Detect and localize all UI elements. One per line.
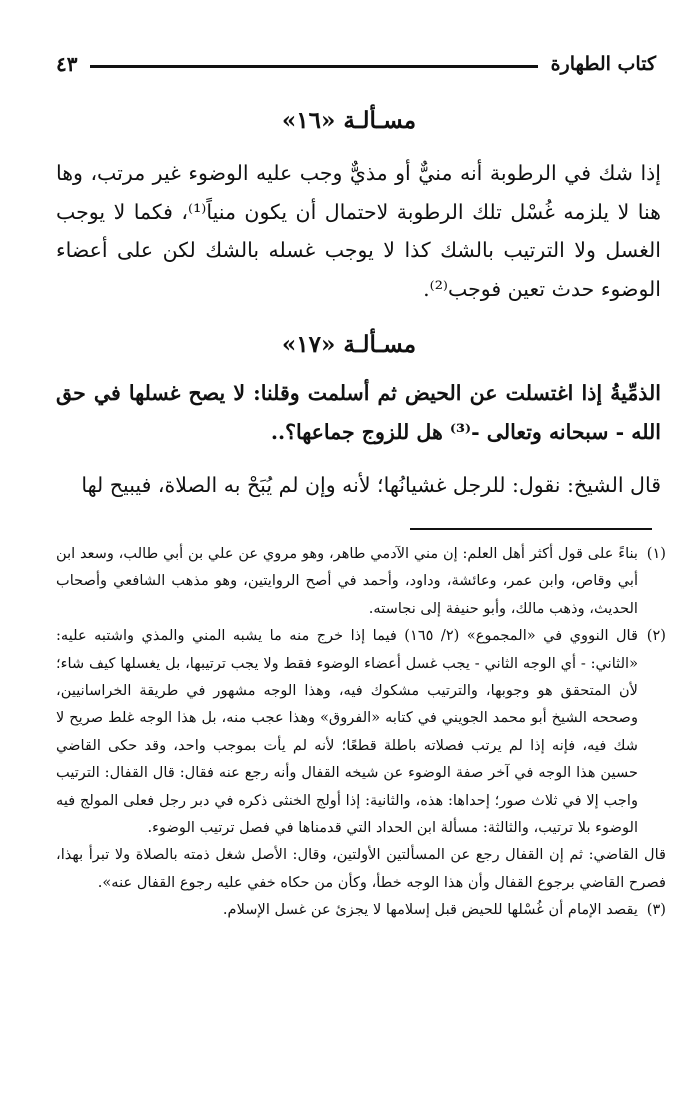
footnote-separator [410, 528, 652, 530]
footnote-text: يقصد الإمام أن غُسْلها للحيض قبل إسلامها لا يجزئ عن غسل الإسلام. [222, 901, 638, 919]
footnote-2 [56, 622, 666, 896]
footnote-number: (١) [646, 545, 666, 562]
footnote-number: (٢) [646, 627, 666, 645]
footnotes [56, 540, 666, 924]
footnote-3 [56, 896, 666, 923]
issue-16-title: مسـألـة «١٦» [281, 107, 417, 134]
page-number: ٤٣ [56, 52, 78, 76]
footnote-text: قال القاضي: ثم إن القفال رجع عن المسألتين الأولتين، وقال: الأصل شغل ذمته بالصلاة ولا تبرأ بهذا، فصرح القاضي برجوع القفال وأن هذا الوجه خطأ، وكأن من حكاه خفي عليه رجوع القفال عنه». [56, 846, 666, 891]
issue-17-answer: قال الشيخ: نقول: للرجل غشيانُها؛ لأنه وإن لم يُبَحْ به الصلاة، فيبيح لها [81, 473, 661, 497]
header-rule [90, 65, 538, 68]
issue-17-title: مسـألـة «١٧» [281, 331, 417, 358]
footnote-1 [56, 540, 666, 622]
chapter-title: كتاب الطهارة [545, 52, 656, 76]
footnote-text: قال النووي في «المجموع» (٢/ ١٦٥) فيما إذا خرج منه ما يشبه المني والمذي واشتبه عليه: «الثاني: - أي الوجه الثاني - يجب غسل أعضاء الوضوء فقط ولا يجب ترتيبها، بل يغسلها كيف شاء؛ لأن المتحقق هو وجوبها، والترتيب مشكوك فيه، وهذا الوجه مشهور في طريقة الخراسانيين، وصححه الشيخ أبو محمد الجويني في كتابه «الفروق» وهذا عجب منه، بل هذا الوجه غلط صريح لا شك فيه، فإنه إذا لم يرتب فصلاته باطلة قطعًا؛ لأنه لم يأت بموجب واحد، وقد حكى القاضي حسين هذا الوجه في آخر صفة الوضوء عن شيخه القفال وأنه رجع عنه فقال: قال القفال: الترتيب واجب إلا في ثلاث صور؛ إحداها: هذه، والثانية: إذا أولج الخنثى ذكره في دبر رجل فعلى المولج فيه الوضوء بلا ترتيب، والثالثة: مسألة ابن الحداد التي قدمناها في فصل ترتيب الوضوء. [56, 627, 638, 837]
issue-17-question: الذمِّيةُ إذا اغتسلت عن الحيض ثم أسلمت وقلنا: لا يصح غسلها في حق الله - سبحانه وتعالى -⁽³⁾ هل للزوج جماعها؟.. [56, 381, 661, 444]
issue-16-text: إذا شك في الرطوبة أنه منيٌّ أو مذيٌّ وجب عليه الوضوء غير مرتب، وها هنا لا يلزمه غُسْل تلك الرطوبة لاحتمال أن يكون منياً⁽¹⁾، فكما لا يوجب الغسل ولا الترتيب بالشك كذا لا يوجب غسله بالشك لكن على أعضاء الوضوء حدث تعين فوجب⁽²⁾. [56, 161, 661, 301]
running-header [56, 52, 656, 78]
footnote-text: بناءً على قول أكثر أهل العلم: إن مني الآدمي طاهر، وهو مروي عن علي بن أبي طالب، وسعد ابن أبي وقاص، وابن عمر، وعائشة، وداود، وأحمد في أصح الروايتين، وهو مذهب الشافعي وأصحاب الحديث، وذهب مالك، وأبو حنيفة إلى نجاسته. [56, 545, 638, 617]
footnote-number: (٣) [646, 901, 666, 919]
